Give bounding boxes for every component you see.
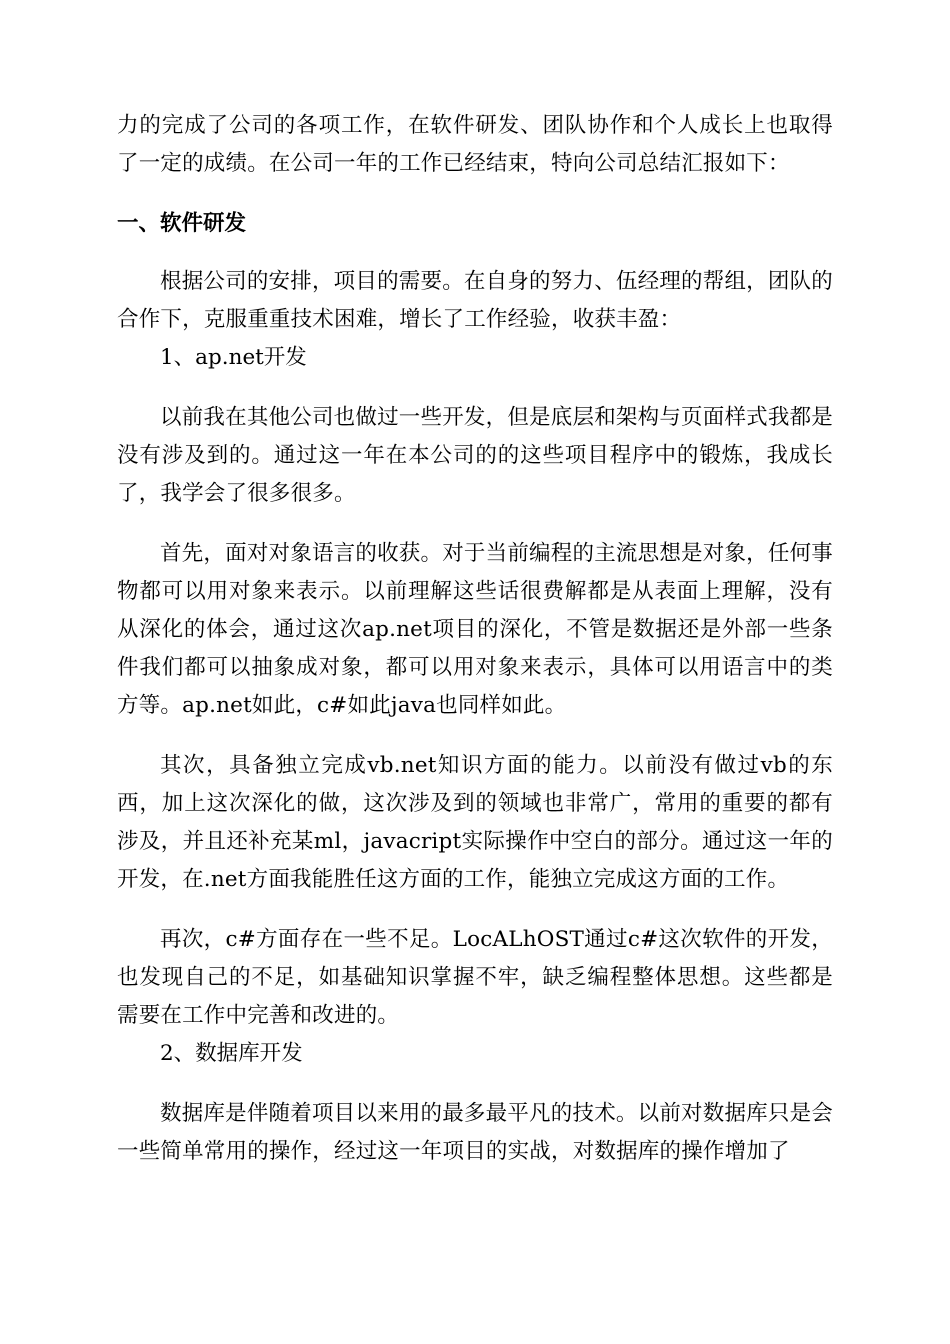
document-page <box>117 107 833 1171</box>
subheading-database: 2、数据库开发 <box>160 1041 303 1066</box>
intro-paragraph: 力的完成了公司的各项工作，在软件研发、团队协作和个人成长上也取得了一定的成绩。在公司一年的工作已经结束，特向公司总结汇报如下： <box>117 113 833 176</box>
database-paragraph-1: 数据库是伴随着项目以来用的最多最平凡的技术。以前对数据库只是会一些简单常用的操作，经过这一年项目的实战，对数据库的操作增加了 <box>117 1101 833 1164</box>
aspnet-paragraph-4: 再次，c#方面存在一些不足。LocALhOST通过c#这次软件的开发，也发现自己的不足，如基础知识掌握不牢，缺乏编程整体思想。这些都是需要在工作中完善和改进的。 <box>117 927 833 1028</box>
aspnet-paragraph-1: 以前我在其他公司也做过一些开发，但是底层和架构与页面样式我都是没有涉及到的。通过这一年在本公司的的这些项目程序中的锻炼，我成长了，我学会了很多很多。 <box>117 405 833 506</box>
aspnet-paragraph-2: 首先，面对对象语言的收获。对于当前编程的主流思想是对象，任何事物都可以用对象来表示。以前理解这些话很费解都是从表面上理解，没有从深化的体会，通过这次ap.net项目的深化，不管是数据还是外部一些条件我们都可以抽象成对象，都可以用对象来表示，具体可以用语言中的类方等。ap.net如此，c#如此java也同样如此。 <box>117 541 833 718</box>
section-heading-software-dev: 一、软件研发 <box>117 211 247 236</box>
subheading-aspnet: 1、ap.net开发 <box>160 345 307 370</box>
aspnet-paragraph-3: 其次，具备独立完成vb.net知识方面的能力。以前没有做过vb的东西，加上这次深化的做，这次涉及到的领域也非常广，常用的重要的都有涉及，并且还补充某ml，javacript实际操作中空白的部分。通过这一年的开发，在.net方面我能胜任这方面的工作，能独立完成这方面的工作。 <box>117 753 833 892</box>
section1-paragraph: 根据公司的安排，项目的需要。在自身的努力、伍经理的帮组，团队的合作下，克服重重技术困难，增长了工作经验，收获丰盈： <box>117 269 833 332</box>
